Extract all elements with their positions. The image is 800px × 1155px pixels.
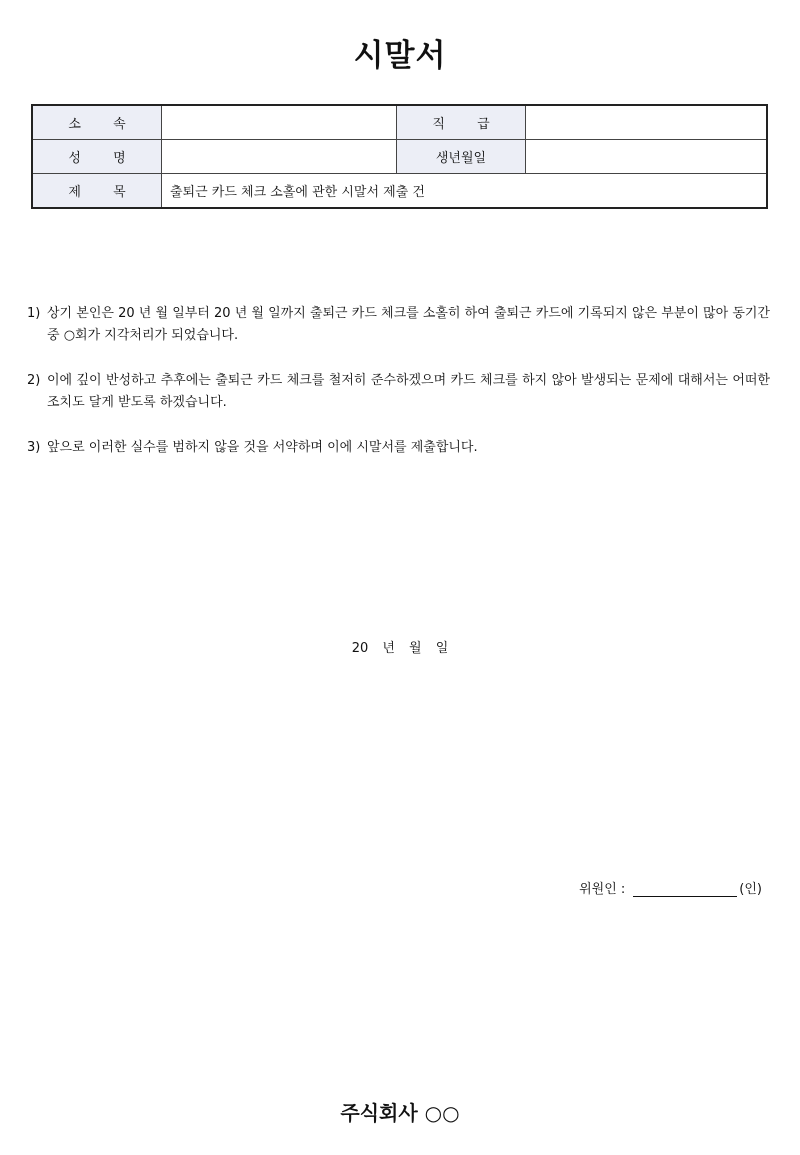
rank-label-text: 직 급 — [432, 117, 490, 132]
item-text: 이에 깊이 반성하고 추후에는 출퇴근 카드 체크를 철저히 준수하겠으며 카드 체크를 하지 않아 발생되는 문제에 대해서는 어떠한 조치도 달게 받도록 하겠습니다. — [47, 373, 770, 410]
rank-label — [397, 105, 526, 140]
name-label-text: 성 명 — [68, 151, 126, 166]
signature-field[interactable] — [633, 882, 737, 897]
list-item — [27, 303, 770, 347]
name-label — [32, 140, 162, 174]
signer-label: 위원인 : — [579, 882, 626, 897]
item-text: 앞으로 이러한 실수를 범하지 않을 것을 서약하며 이에 시말서를 제출합니다. — [47, 440, 478, 455]
item-text: 상기 본인은 20 년 월 일부터 20 년 월 일까지 출퇴근 카드 체크를 소홀히 하여 출퇴근 카드에 기록되지 않은 부분이 많아 동기간 중 ○회가 지각처리가 되었습니다. — [47, 306, 770, 343]
info-row — [32, 105, 767, 140]
company-name: 주식회사 ○○ — [340, 1101, 460, 1125]
name-value[interactable] — [162, 140, 397, 174]
dept-value[interactable] — [162, 105, 397, 140]
item-number: 3) — [27, 440, 41, 455]
info-row — [32, 174, 767, 209]
item-number: 2) — [27, 373, 41, 388]
birth-label: 생년월일 — [397, 140, 526, 174]
item-number: 1) — [27, 306, 41, 321]
seal-mark: (인) — [739, 882, 762, 897]
signature-block — [579, 878, 762, 897]
statement-list — [27, 303, 770, 482]
rank-value[interactable] — [526, 105, 768, 140]
subject-label-text: 제 목 — [68, 185, 126, 200]
list-item — [27, 437, 770, 459]
date-line: 20 년 월 일 — [351, 641, 449, 656]
subject-value[interactable]: 출퇴근 카드 체크 소홀에 관한 시말서 제출 건 — [162, 174, 768, 209]
birth-value[interactable] — [526, 140, 768, 174]
info-row — [32, 140, 767, 174]
info-table — [31, 104, 768, 209]
dept-label — [32, 105, 162, 140]
list-item — [27, 370, 770, 414]
dept-label-text: 소 속 — [68, 117, 126, 132]
document-title: 시말서 — [353, 38, 447, 74]
subject-label — [32, 174, 162, 209]
